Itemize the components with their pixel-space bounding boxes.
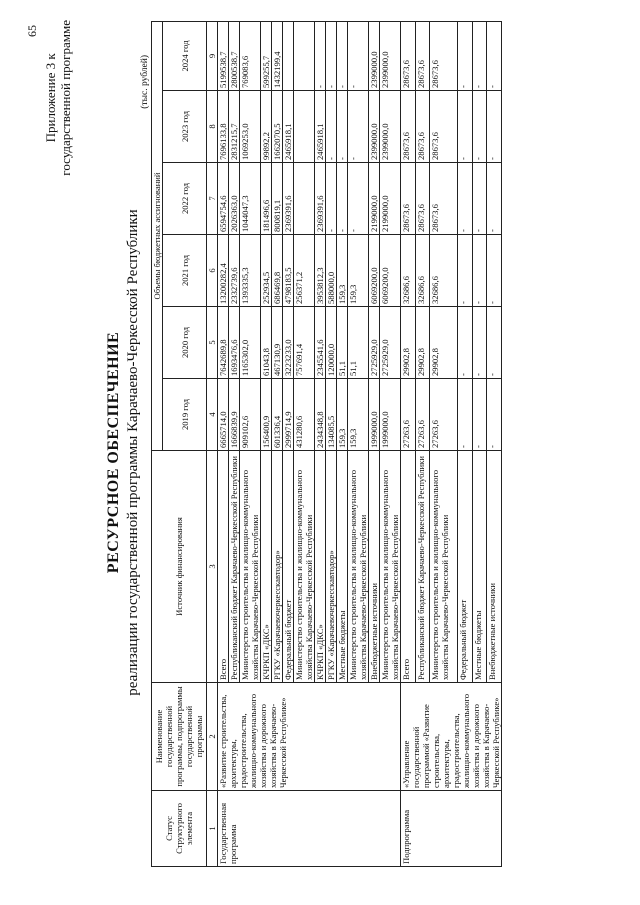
amount-cell: 757691,4 [294,307,315,379]
amount-cell: 28673,6 [415,91,430,163]
amount-cell: 28673,6 [401,21,416,90]
funding-source: РГКУ «Карачаевочеркесскавтодор» [272,451,283,683]
amount-cell: 1999000,0 [380,379,401,451]
amount-cell: 99892,2 [261,91,272,163]
amount-cell: 1044047,3 [240,163,261,235]
amount-cell: - [337,91,348,163]
amount-cell: 159,3 [337,235,348,307]
amount-cell: - [472,21,487,90]
header-name: Наименование государственной программы, подпрограммы государственной программы [152,683,207,791]
appendix-note [43,20,73,176]
amount-cell: 467130,9 [272,307,283,379]
amount-cell: - [458,163,473,235]
funding-source: КЧРКП «ДКС» [261,451,272,683]
header-year: 2020 год [163,307,207,379]
funding-source: КЧРКП «ДКС» [315,451,326,683]
funding-source: Министерство строительства и жилищно-коммунального хозяйства Карачаево-Черкесской Республики [380,451,401,683]
amount-cell: 2725929,0 [369,307,380,379]
amount-cell: 29902,8 [401,307,416,379]
amount-cell: 6665714,0 [218,379,229,451]
section-status: Государственная программа [218,791,401,867]
section-name: «Управление государственной программой «Развитие строительства, архитектуры, градостроительства, жилищно-коммунального хозяйства и дорожного хозяйства в Карачаево-Черкесской Республике» [401,683,502,791]
amount-cell: 588000,0 [326,235,337,307]
amount-cell: 181496,6 [261,163,272,235]
amount-cell: 6594754,6 [218,163,229,235]
amount-cell: 28673,6 [430,91,458,163]
column-index: 5 [207,307,218,379]
funding-source: Местные бюджеты [472,451,487,683]
appendix-line-2: государственной программе [58,20,73,176]
appendix-line-1: Приложение 3 к [43,53,58,143]
amount-cell: 2725929,0 [380,307,401,379]
amount-cell: 1069253,0 [240,91,261,163]
amount-cell: 6069200,0 [369,235,380,307]
amount-cell: 27263,6 [430,379,458,451]
amount-cell: 1999000,0 [369,379,380,451]
amount-cell: 2199000,0 [380,163,401,235]
amount-cell: 909102,6 [240,379,261,451]
column-index: 7 [207,163,218,235]
amount-cell: - [458,235,473,307]
amount-cell: - [348,91,369,163]
funding-source: Местные бюджеты [337,451,348,683]
amount-cell: 13200282,4 [218,235,229,307]
header-volumes: Объемы бюджетных ассигнований [152,21,163,450]
amount-cell: 256371,2 [294,235,315,307]
amount-cell: 599255,7 [261,21,272,90]
amount-cell [294,91,315,163]
amount-cell: 51,1 [337,307,348,379]
amount-cell: 32686,6 [401,235,416,307]
resource-table [151,21,502,867]
amount-cell: 134085,5 [326,379,337,451]
amount-cell: 2434348,8 [315,379,326,451]
amount-cell: 7642689,8 [218,307,229,379]
funding-source: Министерство строительства и жилищно-коммунального хозяйства Карачаево-Черкесской Республики [240,451,261,683]
column-index: 4 [207,379,218,451]
amount-cell: - [472,307,487,379]
column-index: 8 [207,91,218,163]
amount-cell: 2399000,0 [369,91,380,163]
column-index: 1 [207,791,218,867]
amount-cell: - [487,163,502,235]
amount-cell: 27263,6 [401,379,416,451]
page-number: 65 [25,25,39,37]
amount-cell: - [472,163,487,235]
amount-cell: 2345541,6 [315,307,326,379]
funding-source: Федеральный бюджет [458,451,473,683]
amount-cell: 252934,5 [261,235,272,307]
header-status: Статус Структурного элемента [152,791,207,867]
amount-cell: 28673,6 [430,21,458,90]
amount-cell: - [326,91,337,163]
amount-cell: 2465918,1 [315,91,326,163]
amount-cell: - [458,307,473,379]
amount-cell: - [472,379,487,451]
amount-cell: 1666839,9 [229,379,240,451]
amount-cell: 28673,6 [430,163,458,235]
amount-cell: 156400,9 [261,379,272,451]
section-status: Подпрограмма [401,791,502,867]
amount-cell: - [326,163,337,235]
table-row [401,21,416,866]
amount-cell [294,21,315,90]
amount-cell: - [458,21,473,90]
amount-cell: 2369391,6 [315,163,326,235]
amount-cell: 2831215,7 [229,91,240,163]
funding-source: Министерство строительства и жилищно-коммунального хозяйства Карачаево-Черкесской Республики [348,451,369,683]
amount-cell: 7696133,8 [218,91,229,163]
amount-cell: - [348,163,369,235]
section-name: «Развитие строительства, архитектуры, градостроительства, жилищно-коммунального хозяйства и дорожного хозяйства в Карачаево-Черкесской Республике» [218,683,401,791]
amount-cell: 2465918,1 [283,91,294,163]
amount-cell: 51,1 [348,307,369,379]
amount-cell: 2399000,0 [380,91,401,163]
funding-source: Внебюджетные источники [487,451,502,683]
amount-cell: 769083,6 [240,21,261,90]
funding-source: РГКУ «Карачаевочеркесскавтодор» [326,451,337,683]
amount-cell: 29902,8 [430,307,458,379]
amount-cell: 601336,4 [272,379,283,451]
amount-cell: - [337,21,348,90]
header-source: Источник финансирования [152,451,207,683]
header-year: 2024 год [163,21,207,90]
amount-cell: - [472,235,487,307]
amount-cell: 2369391,6 [283,163,294,235]
funding-source: Республиканский бюджет Карачаево-Черкесской Республики [229,451,240,683]
amount-cell: 431280,6 [294,379,315,451]
table-row [218,21,229,866]
amount-cell: - [348,21,369,90]
amount-cell: 800819,1 [272,163,283,235]
amount-cell: 2399000,0 [369,21,380,90]
funding-source: Министерство строительства и жилищно-коммунального хозяйства Карачаево-Черкесской Республики [430,451,458,683]
amount-cell: 159,3 [348,235,369,307]
amount-cell: 120000,0 [326,307,337,379]
amount-cell: - [458,91,473,163]
amount-cell: 61043,8 [261,307,272,379]
amount-cell: 3223233,0 [283,307,294,379]
column-index: 3 [207,451,218,683]
amount-cell: - [326,21,337,90]
amount-cell: 28673,6 [415,21,430,90]
amount-cell: 1693476,6 [229,307,240,379]
amount-cell: 1662070,5 [272,91,283,163]
amount-cell: 2800538,7 [229,21,240,90]
funding-source: Министерство строительства и жилищно-коммунального хозяйства Карачаево-Черкесской Республики [294,451,315,683]
amount-cell: - [487,307,502,379]
amount-cell: 2026363,0 [229,163,240,235]
document-subtitle: реализации государственной программы Карачаево-Черкесской Республики [125,209,141,696]
column-index: 2 [207,683,218,791]
amount-cell [294,163,315,235]
column-index: 6 [207,235,218,307]
amount-cell: 28673,6 [415,163,430,235]
amount-cell: - [315,21,326,90]
amount-cell: 32686,6 [415,235,430,307]
amount-cell: 5199538,7 [218,21,229,90]
amount-cell: 28673,6 [401,91,416,163]
amount-cell: 686469,8 [272,235,283,307]
funding-source: Всего [401,451,416,683]
header-year: 2019 год [163,379,207,451]
amount-cell: 29902,8 [415,307,430,379]
header-year: 2021 год [163,235,207,307]
amount-cell: 32686,6 [430,235,458,307]
amount-cell: 4798183,5 [283,235,294,307]
amount-cell: 3953812,3 [315,235,326,307]
units-note: (тыс. рублей) [140,55,150,109]
column-index: 9 [207,21,218,90]
amount-cell: 2399000,0 [380,21,401,90]
amount-cell: 159,3 [337,379,348,451]
amount-cell: 2999714,9 [283,379,294,451]
amount-cell: 1393335,3 [240,235,261,307]
amount-cell: - [337,163,348,235]
amount-cell: 1432199,4 [272,21,283,90]
amount-cell: 28673,6 [401,163,416,235]
amount-cell: - [487,379,502,451]
amount-cell: 2199000,0 [369,163,380,235]
amount-cell: - [487,235,502,307]
amount-cell: 27263,6 [415,379,430,451]
amount-cell: 6069200,0 [380,235,401,307]
funding-source: Республиканский бюджет Карачаево-Черкесской Республики [415,451,430,683]
amount-cell [283,21,294,90]
amount-cell: - [458,379,473,451]
funding-source: Федеральный бюджет [283,451,294,683]
funding-source: Внебюджетные источники [369,451,380,683]
document-title: РЕСУРСНОЕ ОБЕСПЕЧЕНИЕ [105,331,122,574]
header-year: 2022 год [163,163,207,235]
funding-source: Всего [218,451,229,683]
header-year: 2023 год [163,91,207,163]
amount-cell: 2332739,6 [229,235,240,307]
amount-cell: - [487,91,502,163]
amount-cell: - [487,21,502,90]
amount-cell: 159,3 [348,379,369,451]
amount-cell: 1165302,0 [240,307,261,379]
amount-cell: - [472,91,487,163]
